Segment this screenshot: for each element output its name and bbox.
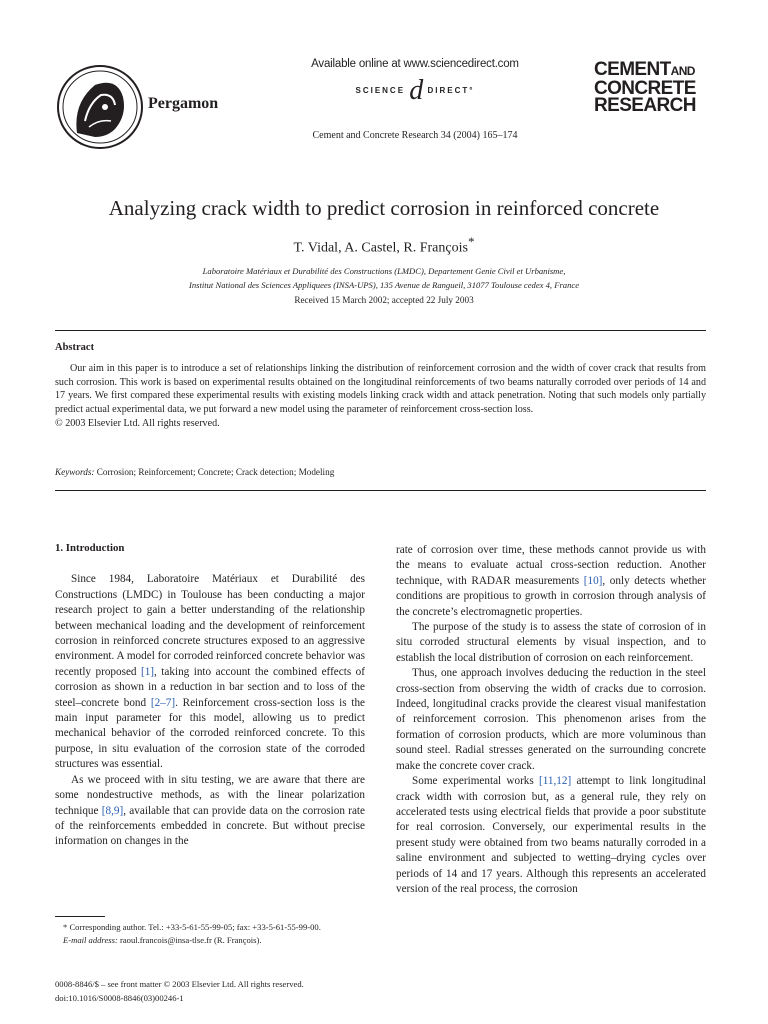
divider-bottom: [55, 490, 706, 491]
sd-left: SCIENCE: [355, 86, 406, 95]
intro-paragraph-2: [55, 773, 365, 850]
journal-logo-and: AND: [670, 64, 695, 78]
abstract-copyright: © 2003 Elsevier Ltd. All rights reserved.: [55, 417, 220, 429]
email-note: [55, 934, 367, 947]
divider-top: [55, 330, 706, 331]
journal-logo-line3: RESEARCH: [594, 95, 696, 116]
article-title: Analyzing crack width to predict corrosion in reinforced concrete: [108, 196, 660, 220]
footnote: [55, 921, 367, 947]
intro-p1-text-b: , taking into account the combined effects of corrosion as shown in a reduction in bar section and to loss of the steel–concrete bond: [55, 665, 365, 709]
sd-right: DIRECT°: [427, 86, 475, 95]
right-column: [396, 543, 706, 897]
abstract-heading: Abstract: [55, 342, 95, 353]
email-label: E-mail address:: [63, 935, 118, 945]
intro-p1-text-c: . Reinforcement cross-section loss is the main input parameter for this model, allowing us to predict mechanical behavior of the corroded reinforced concrete. To this purpose, in situ evaluation of the corrosion state of the corroded structures was essential.: [55, 696, 366, 771]
online-availability[interactable]: Available online at www.sciencedirect.com: [311, 58, 519, 70]
issn-line: 0008-8846/$ – see front matter © 2003 Elsevier Ltd. All rights reserved.: [55, 979, 304, 989]
author-list: [40, 234, 728, 257]
authors-text: T. Vidal, A. Castel, R. François: [293, 240, 468, 256]
corresponding-author-note: * Corresponding author. Tel.: +33-5-61-55-99-05; fax: +33-5-61-55-99-00.: [63, 922, 321, 932]
received-dates: Received 15 March 2002; accepted 22 July 2003: [294, 295, 474, 305]
affiliation: [40, 264, 728, 292]
intro-p2-text-b: , available that can provide data on the corrosion rate of the reinforcements embedded in concrete. But without precise information on changes in the: [55, 804, 365, 848]
abstract-text: Our aim in this paper is to introduce a set of relationships linking the distribution of reinforcement corrosion and the width of cover crack that results from such corrosion. This work is based on experimental results obtained on the longitudinal reinforcements of two beams naturally corroded over periods of 14 and 17 years. We first compared these experimental results with existing models linking crack width and attack penetration. Noting that such models only partially predict actual experimental data, we put forward a new model using the parameter of reinforcement cross-section loss.: [55, 363, 706, 416]
abstract-body: [55, 362, 706, 431]
footnote-rule: [55, 916, 105, 917]
journal-citation: Cement and Concrete Research 34 (2004) 165–174: [312, 130, 518, 141]
intro-p2-text-a: As we proceed with in situ testing, we are aware that there are some nondestructive methods, as with the linear polarization technique: [55, 773, 365, 817]
intro-paragraph-1: [55, 572, 365, 772]
citation-link-10[interactable]: [10]: [583, 574, 603, 587]
keywords-label: Keywords:: [55, 467, 95, 477]
right-p4-text-b: attempt to link longitudinal crack width with corrosion but, as a general rule, they rely on accelerated tests using electrical fields that provide a poor substitute for real corrosion. Conversely, our experimental results in the present study were obtained from two beams naturally corroded in a saline environment and subjected to wetting–drying cycles over periods of 14 and 17 years. Although this represents an accelerated version of the real process, the corrosion: [396, 775, 706, 895]
keywords: [55, 467, 706, 477]
right-paragraph-4: [396, 774, 706, 897]
journal-logo-line1: CEMENT: [594, 59, 671, 80]
right-p1-text-b: , only detects whether conditions are propitious to growth in corrosion through analysis of the concrete’s electromagnetic properties.: [396, 574, 706, 618]
right-paragraph-1: [396, 543, 706, 620]
sd-mark: d: [409, 74, 424, 106]
journal-logo: [594, 61, 714, 114]
keywords-list: Corrosion; Reinforcement; Concrete; Crack detection; Modeling: [96, 467, 335, 477]
affiliation-line-2: Institut National des Sciences Appliquees (INSA-UPS), 135 Avenue de Rangueil, 31077 Toulouse cedex 4, France: [188, 280, 580, 290]
affiliation-line-1: Laboratoire Matériaux et Durabilité des Constructions (LMDC), Departement Genie Civil et Urbanisme,: [202, 266, 566, 276]
elsevier-tree-logo: [55, 63, 145, 151]
section-heading-introduction: 1. Introduction: [55, 542, 125, 554]
citation-link-11-12[interactable]: [11,12]: [539, 775, 572, 788]
citation-link-8-9[interactable]: [8,9]: [101, 804, 124, 817]
right-p1-text-a: rate of corrosion over time, these methods cannot provide us with the means to evaluate actual cross-section reduction. Another technique, with RADAR measurements: [396, 544, 706, 587]
journal-logo-line2: CONCRETE: [594, 78, 696, 99]
publisher-name: Pergamon: [148, 95, 219, 112]
citation-link-1[interactable]: [1]: [140, 665, 155, 678]
right-paragraph-2: The purpose of the study is to assess the state of corrosion of in situ corroded structural elements by visual inspection, and to establish the local distribution of corrosion on each reinforcement.: [396, 621, 706, 664]
corresponding-author-mark[interactable]: *: [467, 234, 475, 249]
doi-line[interactable]: doi:10.1016/S0008-8846(03)00246-1: [55, 993, 184, 1003]
intro-p1-text-a: Since 1984, Laboratoire Matériaux et Durabilité des Constructions (LMDC) in Toulouse has been conducting a major research project to gain a better understanding of the relationship between mechanical loading and the development of reinforcement corrosion in reinforced concrete structures exposed to an aggressive environment. A model for corroded reinforced concrete behavior was recently proposed: [55, 573, 365, 678]
right-p4-text-a: Some experimental works: [412, 775, 540, 788]
email-address[interactable]: raoul.francois@insa-tlse.fr (R. François).: [117, 935, 262, 945]
citation-link-2-7[interactable]: [2–7]: [150, 696, 176, 709]
right-paragraph-3: Thus, one approach involves deducing the reduction in the steel cross-section from observing the width of cracks due to corrosion. Indeed, longitudinal cracks provide the clearest visual manifestation of reinforcement corrosion. This phenomenon arises from the formation of corrosion products, which are more voluminous than sound steel. Radial stresses generated on the surrounding concrete make the concrete cover crack.: [396, 667, 706, 772]
sciencedirect-logo[interactable]: [305, 76, 525, 106]
page-footer: [55, 977, 455, 1005]
left-column: [55, 541, 365, 850]
